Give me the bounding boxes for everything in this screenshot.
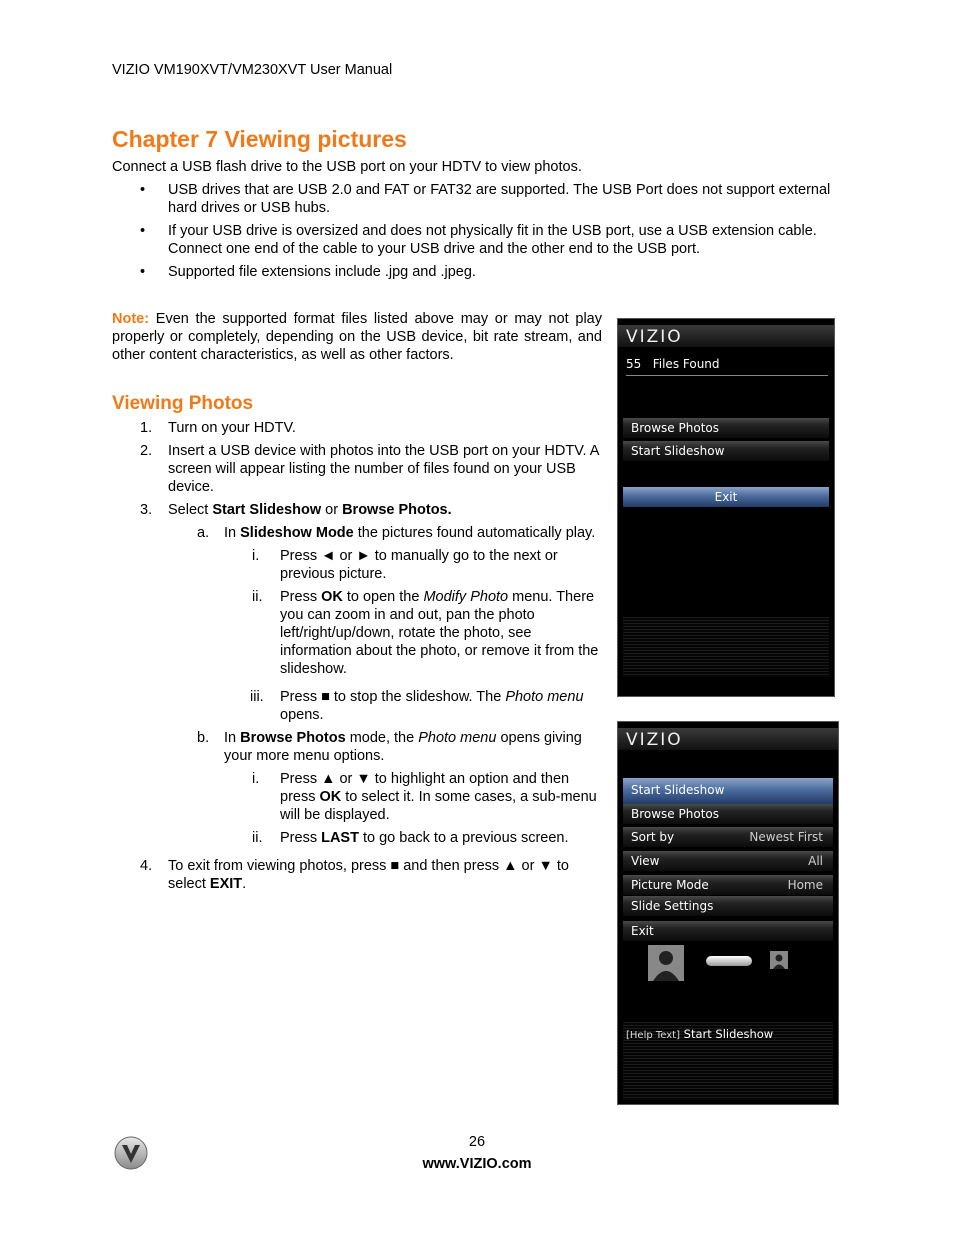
note-label: Note: (112, 311, 150, 327)
photo-menu-screen (617, 721, 839, 1105)
help-text: [Help Text] Start Slideshow (626, 1027, 774, 1041)
menu-sort-by[interactable]: Sort by Newest First (623, 827, 833, 847)
list-item: • Supported file extensions include .jpg and .jpeg. (140, 264, 476, 280)
menu-view[interactable]: View All (623, 851, 833, 871)
footer-url: www.VIZIO.com (422, 1156, 532, 1172)
step-3a-ii: ii. Press OK to open the Modify Photo menu. There you can zoom in and out, pan the photo left/right/up/down, rotate the photo, see information about the photo, or remove it from the slideshow. (252, 589, 599, 677)
step-3a: a. In Slideshow Mode the pictures found automatically play. (197, 525, 596, 541)
usb-files-screen (617, 318, 835, 697)
menu-picture-mode[interactable]: Picture Mode Home (623, 875, 833, 895)
step-3: 3. Select Start Slideshow or Browse Photos. (140, 502, 452, 518)
list-item: • If your USB drive is oversized and does not physically fit in the USB port, use a USB extension cable. Connect one end of the cable to your USB drive and the other end to the USB port. (140, 223, 817, 257)
vizio-logo: VIZIO (626, 327, 683, 347)
menu-browse-photos[interactable]: Browse Photos (623, 804, 833, 824)
photo-thumbnail-icon (648, 945, 684, 981)
intro-text: Connect a USB flash drive to the USB port on your HDTV to view photos. (112, 159, 582, 175)
progress-slider-icon (706, 956, 752, 966)
step-1: 1. Turn on your HDTV. (140, 420, 296, 436)
step-3b: b. In Browse Photos mode, the Photo menu opens giving your more menu options. (197, 730, 582, 764)
steps-list (112, 419, 604, 898)
menu-browse-photos[interactable]: Browse Photos (623, 418, 829, 438)
person-small-icon (770, 951, 788, 969)
step-3a-i: i. Press ◄ or ► to manually go to the next or previous picture. (252, 548, 558, 582)
step-3b-ii: ii. Press LAST to go back to a previous screen. (252, 830, 569, 846)
requirements-list (112, 181, 832, 286)
page-number: 26 (468, 1134, 486, 1150)
menu-exit[interactable]: Exit (623, 487, 829, 507)
page-header: VIZIO VM190XVT/VM230XVT User Manual (112, 62, 393, 78)
menu-start-slideshow[interactable]: Start Slideshow (623, 778, 833, 804)
menu-slide-settings[interactable]: Slide Settings (623, 896, 833, 916)
section-title: Viewing Photos (112, 393, 254, 414)
list-item: • USB drives that are USB 2.0 and FAT or FAT32 are supported. The USB Port does not support external hard drives or USB hubs. (140, 182, 831, 216)
files-found: 55 Files Found (626, 355, 828, 376)
step-4: 4. To exit from viewing photos, press ■ and then press ▲ or ▼ to select EXIT. (140, 858, 569, 892)
chapter-title: Chapter 7 Viewing pictures (112, 126, 407, 152)
step-2: 2. Insert a USB device with photos into the USB port on your HDTV. A screen will appear listing the number of files found on your USB device. (140, 443, 599, 495)
step-3a-iii: iii. Press ■ to stop the slideshow. The Photo menu opens. (250, 689, 584, 723)
vizio-logo: VIZIO (626, 730, 683, 750)
menu-start-slideshow[interactable]: Start Slideshow (623, 441, 829, 461)
note-paragraph: Note: Even the supported format files listed above may or may not play properly or completely, depending on the USB device, bit rate stream, and other content characteristics, as well as other factors. (112, 311, 602, 363)
menu-exit[interactable]: Exit (623, 921, 833, 941)
step-3b-i: i. Press ▲ or ▼ to highlight an option and then press OK to select it. In some cases, a sub-menu will be displayed. (252, 771, 597, 823)
